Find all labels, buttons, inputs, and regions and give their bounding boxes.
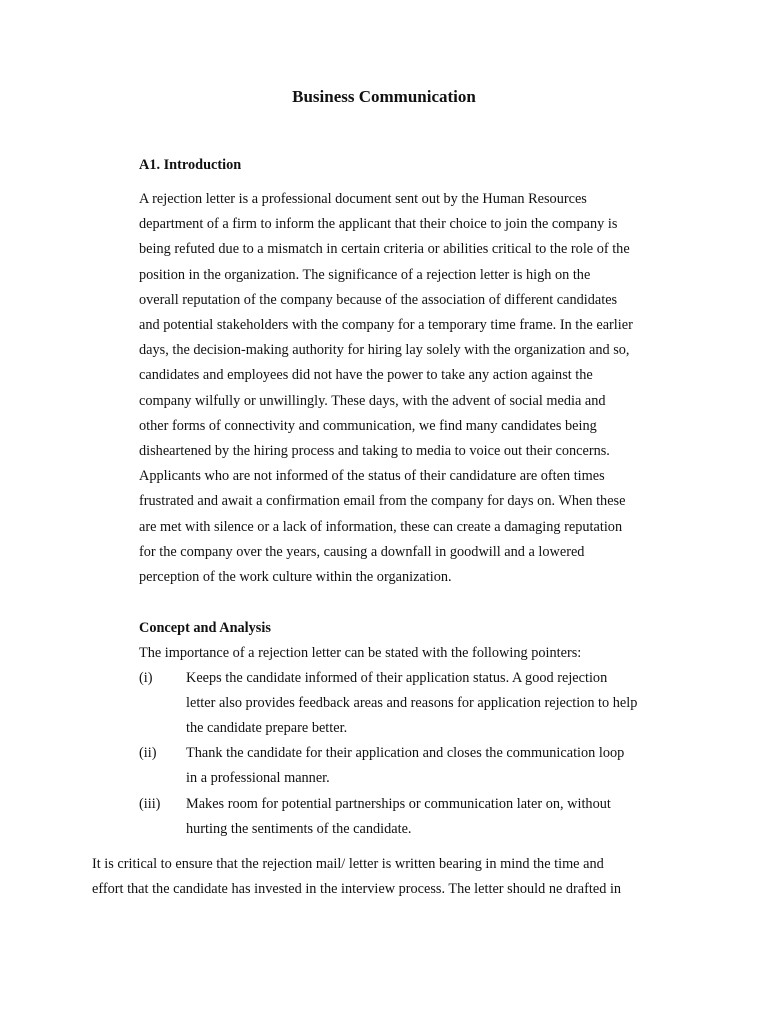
introduction-heading: A1. Introduction [139, 157, 242, 173]
paragraph-line: days, the decision-making authority for hiring lay solely with the organization and so, [139, 342, 630, 359]
list-item-text [186, 741, 684, 791]
list-item [139, 792, 684, 842]
list-marker: (ii) [139, 745, 157, 761]
list-item-text [186, 666, 684, 742]
document-title: Business Communication [292, 87, 476, 106]
paragraph-line: company wilfully or unwillingly. These days, with the advent of social media and [139, 392, 606, 409]
paragraph-line: perception of the work culture within the organization. [139, 569, 452, 586]
paragraph-line: It is critical to ensure that the rejection mail/ letter is written bearing in mind the time and [92, 856, 604, 872]
list-item [139, 666, 684, 742]
paragraph-line: position in the organization. The significance of a rejection letter is high on the [139, 266, 591, 283]
list-item-line: letter also provides feedback areas and reasons for application rejection to help [186, 695, 638, 712]
list-item-text [186, 792, 684, 842]
paragraph-line: frustrated and await a confirmation email from the company for days on. When these [139, 493, 626, 510]
paragraph-line: Applicants who are not informed of the status of their candidature are often times [139, 468, 605, 485]
list-item-line: Thank the candidate for their application and closes the communication loop [186, 745, 625, 761]
list-marker: (i) [139, 670, 153, 686]
introduction-paragraph [139, 187, 679, 590]
paragraph-line: for the company over the years, causing a downfall in goodwill and a lowered [139, 543, 585, 560]
paragraph-line: disheartened by the hiring process and taking to media to voice out their concerns. [139, 443, 610, 460]
list-item-line: the candidate prepare better. [186, 720, 348, 737]
paragraph-line: are met with silence or a lack of information, these can create a damaging reputation [139, 518, 623, 535]
concept-heading: Concept and Analysis [139, 620, 271, 636]
concept-lead-text: The importance of a rejection letter can be stated with the following pointers: [139, 645, 582, 661]
paragraph-line: department of a firm to inform the applicant that their choice to join the company is [139, 216, 618, 233]
paragraph-line: candidates and employees did not have the power to take any action against the [139, 367, 593, 384]
list-item-line: Keeps the candidate informed of their application status. A good rejection [186, 670, 608, 686]
list-item-line: in a professional manner. [186, 770, 330, 787]
list-item [139, 741, 684, 791]
paragraph-line: and potential stakeholders with the company for a temporary time frame. In the earlier [139, 317, 633, 334]
list-item-line: Makes room for potential partnerships or communication later on, without [186, 796, 611, 812]
list-item-line: hurting the sentiments of the candidate. [186, 821, 412, 838]
list-marker: (iii) [139, 796, 161, 812]
paragraph-line: being refuted due to a mismatch in certain criteria or abilities critical to the role of the [139, 241, 630, 258]
paragraph-line: overall reputation of the company because of the association of different candidates [139, 291, 618, 308]
paragraph-line: other forms of connectivity and communication, we find many candidates being [139, 417, 597, 434]
paragraph-line: effort that the candidate has invested in the interview process. The letter should ne drafted in [92, 881, 622, 898]
paragraph-line: A rejection letter is a professional document sent out by the Human Resources [139, 191, 587, 207]
closing-paragraph [92, 852, 680, 902]
